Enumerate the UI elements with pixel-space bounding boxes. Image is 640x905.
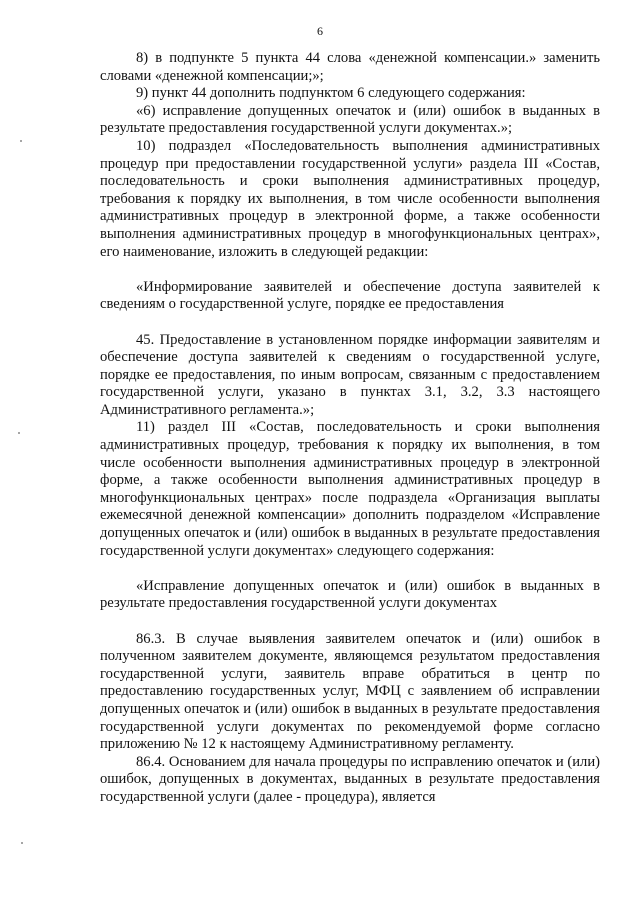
spacer	[100, 613, 600, 631]
paragraph-item-8: 8) в подпункте 5 пункта 44 слова «денежной компенсации.» заменить словами «денежной компенсации;»;	[100, 50, 600, 84]
subsection-heading-corrections: «Исправление допущенных опечаток и (или) ошибок в выданных в результате предоставления государственной услуги документах	[100, 577, 600, 612]
scan-speck	[21, 842, 23, 844]
paragraph-item-10: 10) подраздел «Последовательность выполнения административных процедур при предоставлении государственной услуги» раздела III «Состав, последовательность и сроки выполнения административных процедур, требования к порядку их выполнения, в том числе особенности выполнения административных процедур в электронной форме, а также особенности выполнения административных процедур в многофункциональных центрах», его наименование, изложить в следующей редакции:	[100, 137, 600, 260]
spacer	[100, 560, 600, 578]
document-body	[100, 50, 600, 807]
paragraph-point-86-3: 86.3. В случае выявления заявителем опечаток и (или) ошибок в полученном заявителем документе, являющемся результатом предоставления государственной услуги, заявитель вправе обратиться в центр по предоставлению государственных услуг, МФЦ с заявлением об исправлении допущенных опечаток и (или) ошибок в выданных в результате предоставления государственной услуги документах по рекомендуемой форме согласно приложению № 12 к настоящему Административному регламенту.	[100, 630, 600, 753]
page-number: 6	[317, 24, 323, 38]
scan-speck	[20, 140, 22, 142]
spacer	[100, 261, 600, 279]
paragraph-item-9: 9) пункт 44 дополнить подпунктом 6 следующего содержания:	[136, 85, 526, 102]
paragraph-point-86-4: 86.4. Основанием для начала процедуры по исправлению опечаток и (или) ошибок, допущенных в документах, выданных в результате предоставления государственной услуги (далее - процедура), является	[100, 753, 600, 805]
paragraph-point-45: 45. Предоставление в установленном порядке информации заявителям и обеспечение доступа заявителей к сведениям о государственной услуге, порядке ее предоставления, по иным вопросам, связанным с предоставлением государственной услуги, указано в пунктах 3.1, 3.2, 3.3 настоящего Административного регламента.»;	[100, 331, 600, 418]
paragraph-item-11: 11) раздел III «Состав, последовательность и сроки выполнения административных процедур, требования к порядку их выполнения, в том числе особенности выполнения административных процедур в электронной форме, а также особенности выполнения административных процедур в многофункциональных центрах» после подраздела «Организация выплаты ежемесячной денежной компенсации» дополнить подразделом «Исправление допущенных опечаток и (или) ошибок в выданных в результате предоставления государственной услуги документах» следующего содержания:	[100, 419, 600, 559]
subsection-heading-informing: «Информирование заявителей и обеспечение доступа заявителей к сведениям о государственной услуге, порядке ее предоставления	[100, 278, 600, 313]
paragraph-subitem-6: «6) исправление допущенных опечаток и (или) ошибок в выданных в результате предоставления государственной услуги документах.»;	[100, 102, 600, 137]
scan-speck	[18, 432, 20, 434]
spacer	[100, 314, 600, 332]
